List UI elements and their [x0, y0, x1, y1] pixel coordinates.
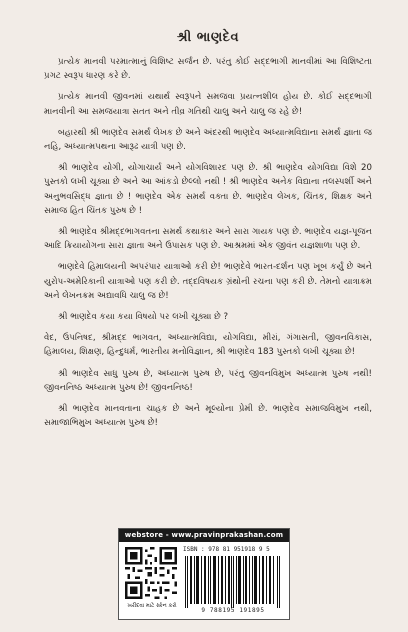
qr-code-icon[interactable]: [125, 547, 177, 599]
paragraph-1: પ્રત્યેક માનવી પરમાત્માનું વિશિષ્ટ સર્જન છે. પરંતુ કોઈ સદ્દભાગી માનવીમાં આ વિશિષ્ટતા પ્રગટ સ્વરૂપ ધારણ કરે છે.: [44, 57, 372, 82]
paragraph-7: શ્રી ભાણદેવ કયા કયા વિષયો પર લખી ચૂક્યા છે ?: [58, 312, 229, 323]
paragraph-3: બહારથી શ્રી ભાણદેવ સમર્થ લેખક છે અને અંદરથી ભાણદેવ અધ્યાત્મવિદ્યાના સમર્થ જ્ઞાતા જ નહિ, અધ્યાત્મપથના આરૂઢ યાત્રી પણ છે.: [44, 127, 372, 153]
qr-caption: ખરીદવા માટે સ્કેન કરો: [127, 603, 177, 609]
paragraph-2: પ્રત્યેક માનવી જીવનમાં યથાર્થ સ્વરૂપને સમજવા પ્રયત્નશીલ હોય છે. કોઈ સદ્દભાગી માનવીની આ સમજયાત્રા સતત અને તીવ્ર ગતિથી ચાલુ અને ચાલુ જ રહે છે!: [44, 92, 372, 117]
webstore-banner[interactable]: webstore - www.pravinprakashan.com: [119, 529, 289, 542]
isbn-label: ISBN : 978 81 951918 9 5: [183, 546, 270, 553]
author-title: શ્રી ભાણદેવ: [176, 30, 240, 45]
paragraph-5: શ્રી ભાણદેવ શ્રીમદ્દભાગવતના સમર્થ કથાકાર અને સારા ગાયક પણ છે. ભાણદેવ યજ્ઞ-પૂજન આદિ ક્રિયાયોગના સારા જ્ઞાતા અને ઉપાસક પણ છે. આશ્રમમાં એક જીવંત યજ્ઞશાળા પણ છે.: [44, 227, 372, 252]
barcode-digits: 9 788195 191895: [201, 607, 265, 614]
paragraph-6: ભાણદેવે હિમાલયની અપરંપાર યાત્રાઓ કરી છે! ભાણદેવે ભારત-દર્શન પણ ખૂબ કર્યું છે અને યુરોપ-અમેરિકાની યાત્રાઓ પણ કરી છે. તદ્દવિષયક ગ્રંથોની રચના પણ કરી છે. તેમનો યાત્રાક્રમ અને લેખનક્રમ અદ્યાવધિ ચાલુ જ છે!: [44, 262, 372, 301]
paragraph-4: શ્રી ભાણદેવ યોગી, યોગાચાર્ય અને યોગવિશારદ પણ છે. શ્રી ભાણદેવ યોગવિદ્યા વિશે 20 પુસ્તકો લખી ચૂક્યા છે અને આ આંકડો છેલ્લો નથી ! શ્રી ભાણદેવ અનેક વિદ્યાના તલસ્પર્શી અને અનુભવસિદ્ધ જ્ઞાતા છે ! ભાણદેવ એક સમર્થ વક્તા છે. ભાણદેવ લેખક, ચિંતક, શિક્ષક અને સમાજ હિત ચિંતક પુરુષ છે !: [44, 163, 372, 216]
barcode-panel: [118, 528, 290, 620]
paragraph-8-subjects: વેદ, ઉપનિષદ, શ્રીમદ્દ ભાગવત, અધ્યાત્મવિદ્યા, યોગવિદ્યા, મીરાં, ગંગાસતી, જીવનવિકાસ, હિમાલય, શિક્ષણ, હિન્દુધર્મ, ભારતીય મનોવિજ્ઞાન, શ્રી ભાણદેવ 183 પુસ્તકો લખી ચૂક્યા છે!: [44, 333, 372, 358]
paragraph-10: શ્રી ભાણદેવ માનવતાના ચાહક છે અને મૂલ્યોના પ્રેમી છે. ભાણદેવ સમાજવિમુખ નથી, સમાજાભિમુખ અધ્યાત્મ પુરુષ છે!: [44, 404, 372, 429]
paragraph-9: શ્રી ભાણદેવ સાધુ પુરુષ છે, અધ્યાત્મ પુરુષ છે, પરંતુ જીવનવિમુખ અધ્યાત્મ પુરુષ નથી! જીવનનિષ્ઠ અધ્યાત્મ પુરુષ છે! જીવનનિષ્ઠ!: [44, 368, 372, 393]
barcode-icon: [183, 556, 283, 608]
